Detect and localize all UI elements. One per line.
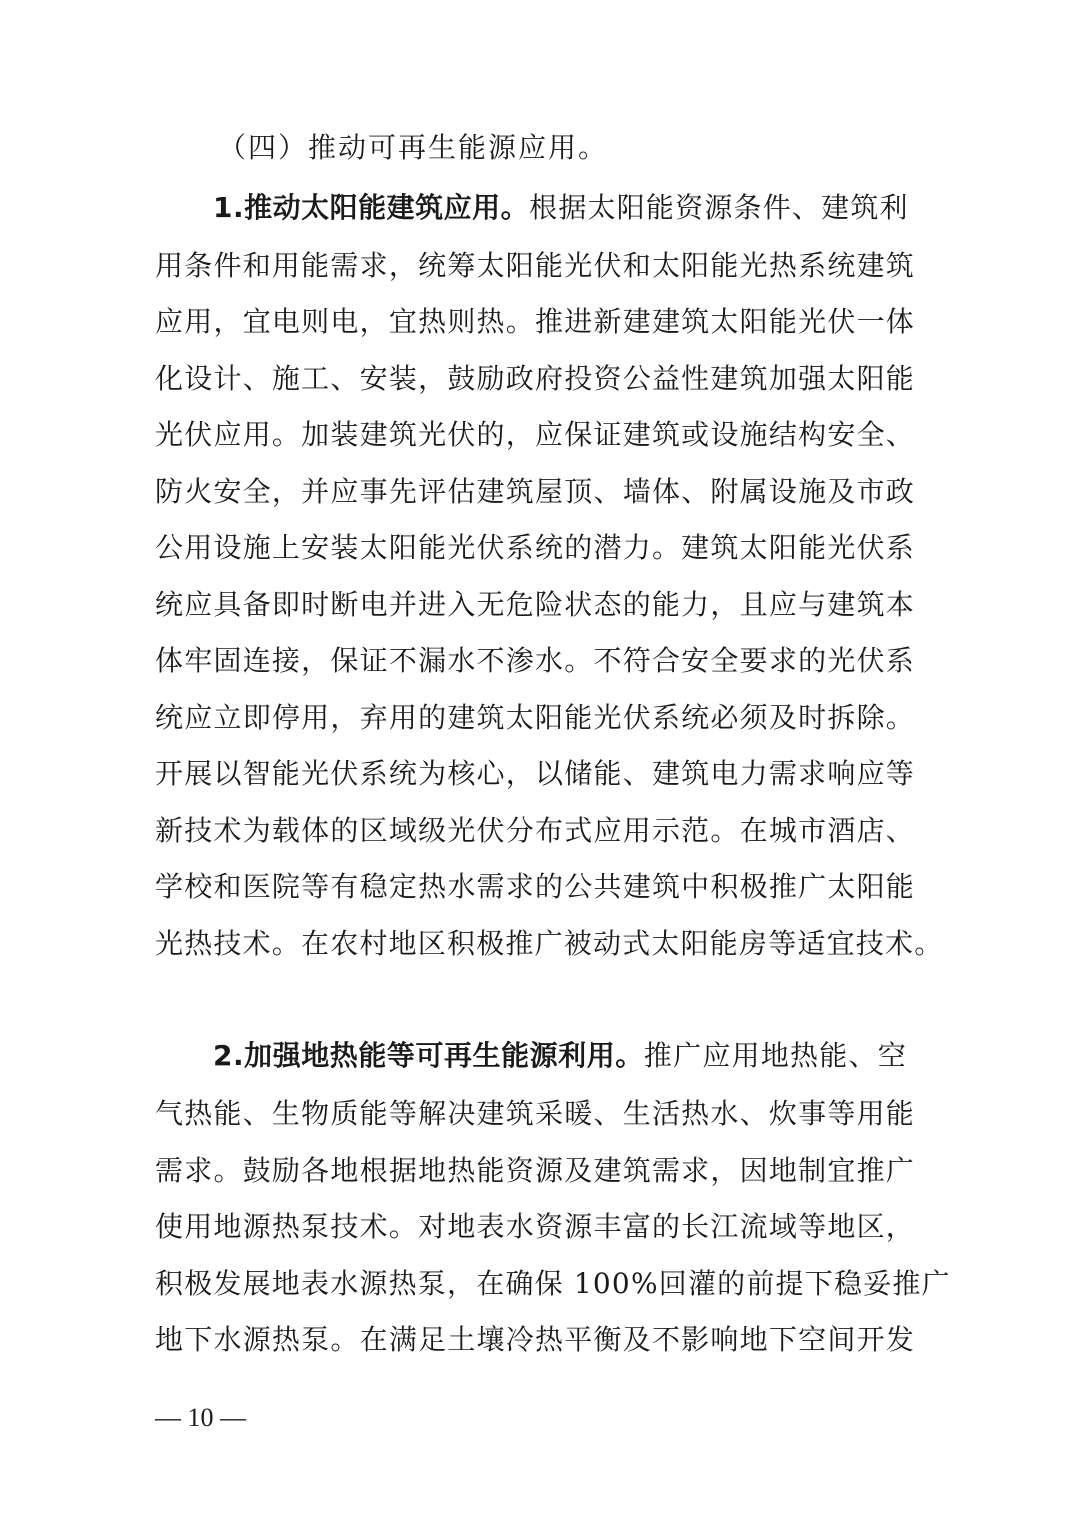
item1-line-10: 开展以智能光伏系统为核心，以储能、建筑电力需求响应等 [155,757,915,790]
item2-line-1: 气热能、生物质能等解决建筑采暖、生活热水、炊事等用能 [155,1097,915,1130]
item1-title: 1.推动太阳能建筑应用。 [213,191,530,224]
item1-line-1: 用条件和用能需求，统筹太阳能光伏和太阳能光热系统建筑 [155,249,915,282]
item1-line-5: 防火安全，并应事先评估建筑屋顶、墙体、附属设施及市政 [155,475,915,508]
item2-first-line [213,1036,907,1076]
item1-line-13: 光热技术。在农村地区积极推广被动式太阳能房等适宜技术。 [155,927,944,960]
item2-title: 2.加强地热能等可再生能源利用。 [213,1039,644,1072]
item1-line-3: 化设计、施工、安装，鼓励政府投资公益性建筑加强太阳能 [155,362,915,395]
item1-line-0: 根据太阳能资源条件、建筑利 [529,191,909,224]
item2-line-0: 推广应用地热能、空 [643,1039,907,1072]
item2-line-5: 地下水源热泵。在满足土壤冷热平衡及不影响地下空间开发 [155,1323,915,1356]
item1-line-7: 统应具备即时断电并进入无危险状态的能力，且应与建筑本 [155,588,915,621]
item2-line-3: 使用地源热泵技术。对地表水资源丰富的长江流域等地区， [155,1210,915,1243]
item1-line-8: 体牢固连接，保证不漏水不渗水。不符合安全要求的光伏系 [155,644,915,677]
item2-line-2: 需求。鼓励各地根据地热能资源及建筑需求，因地制宜推广 [155,1154,915,1187]
item1-line-9: 统应立即停用，弃用的建筑太阳能光伏系统必须及时拆除。 [155,701,915,734]
item1-line-2: 应用，宜电则电，宜热则热。推进新建建筑太阳能光伏一体 [155,305,915,338]
section-heading: （四）推动可再生能源应用。 [218,131,609,164]
item1-line-12: 学校和医院等有稳定热水需求的公共建筑中积极推广太阳能 [155,870,915,903]
page-number: — 10 — [155,1403,246,1432]
item2-line-4: 积极发展地表水源热泵，在确保 100%回灌的前提下稳妥推广 [155,1267,951,1300]
item1-first-line [213,188,907,228]
item1-line-11: 新技术为载体的区域级光伏分布式应用示范。在城市酒店、 [155,814,915,847]
item1-line-4: 光伏应用。加装建筑光伏的，应保证建筑或设施结构安全、 [155,418,915,451]
item1-line-6: 公用设施上安装太阳能光伏系统的潜力。建筑太阳能光伏系 [155,531,915,564]
